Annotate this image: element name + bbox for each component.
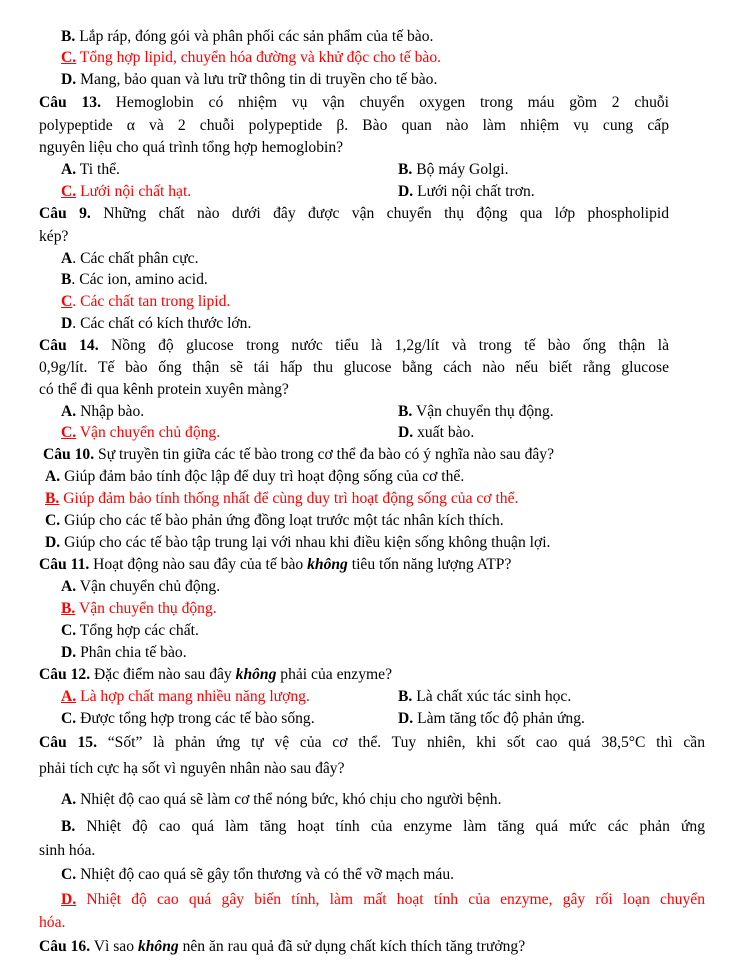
option-letter: C. bbox=[61, 622, 77, 639]
question-15-option-c bbox=[61, 865, 454, 884]
option-text: Vận chuyển chủ động. bbox=[79, 578, 221, 595]
option-letter: D bbox=[61, 315, 73, 332]
question-label: Câu 12. bbox=[39, 666, 91, 683]
option-text: . Các chất phân cực. bbox=[72, 250, 199, 267]
question-label: Câu 15. bbox=[39, 734, 97, 751]
question-text: 0,9g/lít. Tế bào ống thận sẽ tái hấp thu glucose bằng cách nào nếu biết rằng glucose bbox=[39, 359, 669, 376]
question-9-stem-line-1 bbox=[39, 204, 669, 223]
question-10-option-d bbox=[45, 533, 550, 552]
option-text: Giúp đảm bảo tính thống nhất để cùng duy trì hoạt động sống của cơ thể. bbox=[63, 490, 519, 507]
option-letter: D. bbox=[398, 710, 414, 727]
option-letter: D. bbox=[61, 71, 77, 88]
option-text: Giúp đảm bảo tính độc lập để duy trì hoạt động sống của cơ thể. bbox=[64, 468, 465, 485]
option-letter: A. bbox=[61, 688, 77, 705]
question-14-option-a bbox=[61, 402, 144, 421]
option-text: . Các chất có kích thước lớn. bbox=[72, 315, 252, 332]
question-11-option-b-correct bbox=[61, 599, 217, 618]
option-text: Tổng hợp lipid, chuyển hóa đường và khử độc cho tế bào. bbox=[79, 49, 442, 66]
option-text: Nhiệt độ cao quá gây biến tính, làm mất hoạt tính của enzyme, gây rối loạn chuyển bbox=[86, 891, 705, 908]
option-text: Bộ máy Golgi. bbox=[416, 161, 509, 178]
question-14-option-c-correct bbox=[61, 423, 220, 442]
question-12-option-c bbox=[61, 709, 315, 728]
question-13-option-a bbox=[61, 160, 120, 179]
question-9-option-d bbox=[61, 314, 251, 333]
question-text: “Sốt” là phản ứng tự vệ của cơ thể. Tuy nhiên, khi sốt cao quá 38,5°C thì cần bbox=[107, 734, 705, 751]
option-text: Nhiệt độ cao quá làm tăng hoạt tính của enzyme làm tăng quá mức các phản ứng bbox=[86, 818, 705, 835]
option-text: Vận chuyển thụ động. bbox=[78, 600, 217, 617]
question-12-stem bbox=[39, 665, 392, 684]
question-text: Hoạt động nào sau đây của tế bào bbox=[93, 556, 304, 573]
option-letter: D. bbox=[61, 644, 77, 661]
question-9-option-c-correct bbox=[61, 292, 230, 311]
option-letter: B. bbox=[398, 688, 413, 705]
emphasis-word: không bbox=[137, 938, 179, 955]
question-text: Đặc điểm nào sau đây bbox=[94, 666, 232, 683]
question-16-stem bbox=[39, 937, 525, 956]
option-b bbox=[61, 27, 433, 46]
emphasis-word: không bbox=[235, 666, 277, 683]
question-14-stem-line-1 bbox=[39, 336, 669, 355]
option-letter: B. bbox=[61, 600, 76, 617]
question-15-stem-line-2 bbox=[39, 759, 345, 778]
option-text: Lưới nội chất hạt. bbox=[80, 183, 192, 200]
question-15-option-a bbox=[61, 790, 501, 809]
option-text: Được tổng hợp trong các tế bào sống. bbox=[80, 710, 315, 727]
option-letter: C. bbox=[45, 512, 61, 529]
option-text: hóa. bbox=[39, 914, 66, 931]
option-text: Lắp ráp, đóng gói và phân phối các sản phẩm của tế bào. bbox=[79, 28, 434, 45]
option-text: . Các ion, amino acid. bbox=[71, 271, 208, 288]
option-text: Nhập bào. bbox=[80, 403, 145, 420]
question-text: phải của enzyme? bbox=[280, 666, 392, 683]
question-10-option-a bbox=[45, 467, 464, 486]
option-letter: D. bbox=[61, 891, 77, 908]
option-text: Tổng hợp các chất. bbox=[79, 622, 199, 639]
question-12-option-b bbox=[398, 687, 571, 706]
question-14-stem-line-2 bbox=[39, 358, 669, 377]
option-letter: C. bbox=[61, 183, 77, 200]
option-text: Lưới nội chất trơn. bbox=[417, 183, 535, 200]
question-11-option-c bbox=[61, 621, 199, 640]
question-text: Vì sao bbox=[93, 938, 135, 955]
option-text: Giúp cho các tế bào tập trung lại với nhau khi điều kiện sống không thuận lợi. bbox=[64, 534, 551, 551]
option-d bbox=[61, 70, 437, 89]
option-text: Nhiệt độ cao quá sẽ gây tổn thương và có thể vỡ mạch máu. bbox=[80, 866, 455, 883]
option-letter: D. bbox=[45, 534, 61, 551]
question-10-option-c bbox=[45, 511, 504, 530]
option-text: Giúp cho các tế bào phản ứng đồng loạt trước một tác nhân kích thích. bbox=[64, 512, 504, 529]
option-letter: C. bbox=[61, 49, 77, 66]
question-text: nguyên liệu cho quá trình tổng hợp hemoglobin? bbox=[39, 139, 344, 156]
question-12-option-a-correct bbox=[61, 687, 310, 706]
option-letter: D. bbox=[398, 424, 414, 441]
question-13-option-b bbox=[398, 160, 508, 179]
question-12-option-d bbox=[398, 709, 585, 728]
option-letter: B. bbox=[61, 28, 76, 45]
option-text: Làm tăng tốc độ phản ứng. bbox=[417, 710, 585, 727]
question-text: tiêu tốn năng lượng ATP? bbox=[351, 556, 512, 573]
question-11-option-a bbox=[61, 577, 220, 596]
question-13-stem-line-2 bbox=[39, 116, 669, 135]
question-14-option-d bbox=[398, 423, 474, 442]
option-letter: C. bbox=[61, 424, 77, 441]
question-15-option-b-cont bbox=[39, 841, 95, 860]
question-9-stem-line-2 bbox=[39, 227, 68, 246]
option-text: Vận chuyển chủ động. bbox=[79, 424, 221, 441]
question-text: Sự truyền tin giữa các tế bào trong cơ thể đa bào có ý nghĩa nào sau đây? bbox=[98, 446, 555, 463]
question-14-option-b bbox=[398, 402, 554, 421]
question-9-option-a bbox=[61, 249, 198, 268]
option-letter: B. bbox=[398, 403, 413, 420]
option-letter: C. bbox=[61, 710, 77, 727]
question-text: Những chất nào dưới đây được vận chuyển thụ động qua lớp phospholipid bbox=[103, 205, 669, 222]
question-label: Câu 16. bbox=[39, 938, 91, 955]
question-15-option-d-correct bbox=[61, 890, 705, 909]
option-letter: D. bbox=[398, 183, 414, 200]
question-10-stem bbox=[43, 445, 554, 464]
option-text: xuất bào. bbox=[417, 424, 475, 441]
option-text: Ti thể. bbox=[79, 161, 120, 178]
question-14-stem-line-3 bbox=[39, 380, 289, 399]
question-text: Nồng độ glucose trong nước tiểu là 1,2g/lít và trong tế bào ống thận là bbox=[111, 337, 669, 354]
option-letter: A. bbox=[45, 468, 61, 485]
question-13-stem-line-1 bbox=[39, 93, 669, 112]
option-text: Nhiệt độ cao quá sẽ làm cơ thể nóng bức, khó chịu cho người bệnh. bbox=[80, 791, 502, 808]
option-letter: C bbox=[61, 293, 73, 310]
option-letter: A. bbox=[61, 791, 77, 808]
question-label: Câu 13. bbox=[39, 94, 102, 111]
option-letter: A. bbox=[61, 403, 77, 420]
question-text: có thể đi qua kênh protein xuyên màng? bbox=[39, 381, 289, 398]
question-9-option-b bbox=[61, 270, 208, 289]
question-text: nên ăn rau quả đã sử dụng chất kích thích tăng trưởng? bbox=[182, 938, 526, 955]
option-text: . Các chất tan trong lipid. bbox=[72, 293, 231, 310]
question-text: kép? bbox=[39, 228, 69, 245]
question-text: polypeptide α và 2 chuỗi polypeptide β. Bào quan nào làm nhiệm vụ cung cấp bbox=[39, 117, 669, 134]
option-letter: A. bbox=[61, 161, 77, 178]
option-text: sinh hóa. bbox=[39, 842, 96, 859]
question-13-option-c-correct bbox=[61, 182, 191, 201]
question-11-stem bbox=[39, 555, 511, 574]
question-10-option-b-correct bbox=[45, 489, 518, 508]
question-label: Câu 9. bbox=[39, 205, 91, 222]
option-letter: B. bbox=[45, 490, 60, 507]
question-15-stem-line-1 bbox=[39, 733, 705, 752]
option-letter: A bbox=[61, 250, 73, 267]
option-letter: A. bbox=[61, 578, 77, 595]
question-11-option-d bbox=[61, 643, 187, 662]
emphasis-word: không bbox=[307, 556, 348, 573]
option-text: Là hợp chất mang nhiều năng lượng. bbox=[80, 688, 310, 705]
question-label: Câu 10. bbox=[43, 446, 95, 463]
question-text: Hemoglobin có nhiệm vụ vận chuyển oxygen trong máu gồm 2 chuỗi bbox=[115, 94, 669, 111]
question-15-option-b bbox=[61, 817, 705, 836]
option-text: Phân chia tế bào. bbox=[80, 644, 187, 661]
question-15-option-d-cont bbox=[39, 913, 65, 932]
option-letter: C. bbox=[61, 866, 77, 883]
option-text: Là chất xúc tác sinh học. bbox=[416, 688, 572, 705]
option-letter: B bbox=[61, 271, 72, 288]
question-label: Câu 11. bbox=[39, 556, 90, 573]
option-letter: B. bbox=[398, 161, 413, 178]
question-13-option-d bbox=[398, 182, 535, 201]
option-text: Mang, bảo quan và lưu trữ thông tin di truyền cho tế bào. bbox=[80, 71, 438, 88]
question-text: phải tích cực hạ sốt vì nguyên nhân nào sau đây? bbox=[39, 760, 345, 777]
question-13-stem-line-3 bbox=[39, 138, 343, 157]
option-c-correct bbox=[61, 48, 441, 67]
option-text: Vận chuyển thụ động. bbox=[415, 403, 554, 420]
option-letter: B. bbox=[61, 818, 76, 835]
question-label: Câu 14. bbox=[39, 337, 99, 354]
